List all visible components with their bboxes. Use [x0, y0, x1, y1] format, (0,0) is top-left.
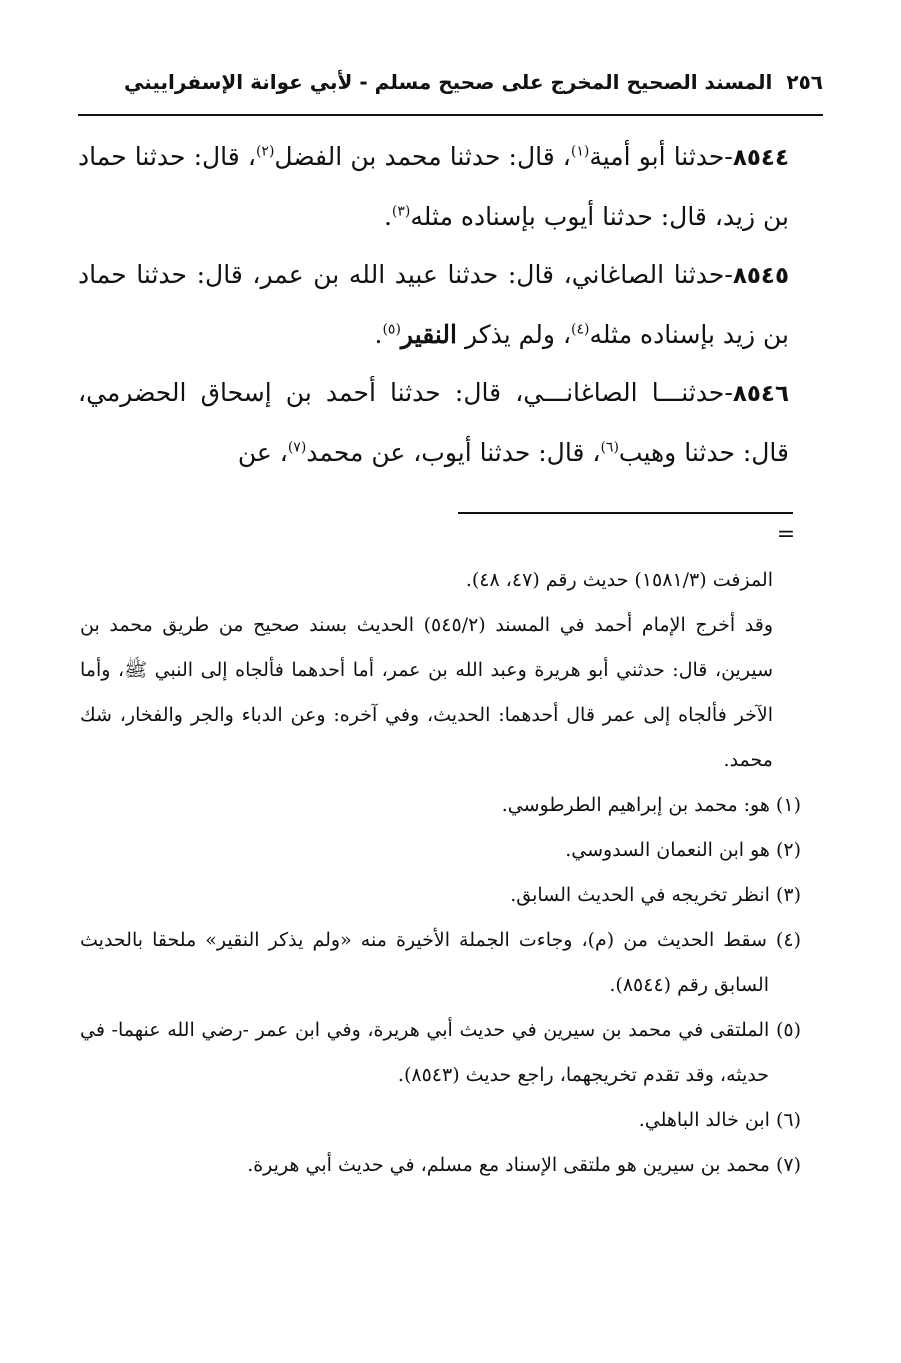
- main-text: [78, 128, 789, 482]
- hadith-8544: [78, 128, 789, 246]
- hadith-text: .: [374, 319, 383, 349]
- footnote-ref: (١): [570, 143, 590, 160]
- hadith-text: -حدثنـــا الصاغانـــي، قال: حدثنا أحمد بن إسحاق الحضرمي، قال: حدثنا وهيب: [78, 378, 789, 467]
- emphasized-word: النقير: [400, 319, 457, 349]
- hadith-number: ٨٥٤٥: [732, 263, 789, 289]
- hadith-text: ، قال: حدثنا أيوب، عن محمد: [306, 437, 601, 467]
- footnote-6: (٦) ابن خالد الباهلي.: [638, 1109, 801, 1131]
- footnote-3: (٣) انظر تخريجه في الحديث السابق.: [510, 884, 801, 906]
- hadith-8546: [78, 364, 789, 482]
- hadith-number: ٨٥٤٤: [732, 145, 789, 171]
- hadith-text: ، ولم يذكر: [457, 319, 572, 349]
- header-rule: [78, 114, 823, 116]
- footnote-1: (١) هو: محمد بن إبراهيم الطرطوسي.: [501, 794, 801, 816]
- footnote-ref: (٣): [391, 203, 411, 220]
- footnote-ref: (٧): [287, 439, 307, 456]
- hadith-text: ، قال: حدثنا حماد بن زيد، قال: حدثنا أيوب بإسناده مثله: [78, 142, 789, 231]
- hadith-text: ، عن: [237, 437, 288, 467]
- footnote-separator: [458, 512, 793, 514]
- continuation-mark: =: [776, 522, 796, 547]
- footnotes: [80, 558, 801, 1188]
- footnote-4: (٤) سقط الحديث من (م)، وجاءت الجملة الأخيرة منه «ولم يذكر النقير» ملحقا بالحديث السابق رقم (٨٥٤٤).: [80, 929, 801, 996]
- footnote-7: (٧) محمد بن سيرين هو ملتقى الإسناد مع مسلم، في حديث أبي هريرة.: [247, 1154, 801, 1176]
- footnote-ref: (٥): [382, 321, 401, 338]
- running-header: [78, 70, 823, 110]
- footnote-ref: (٤): [571, 321, 590, 338]
- page-number: ٢٥٦: [786, 70, 823, 94]
- footnote-continuation: وقد أخرج الإمام أحمد في المسند (٥٤٥/٢) الحديث بسند صحيح من طريق محمد بن سيرين، قال: حدثني أبو هريرة وعبد الله بن عمر، أما أحدهما فألجاه إلى النبي ﷺ، وأما الآخر فألجاه إلى عمر قال أحدهما: الحديث، وفي آخره: وعن الدباء والجر والفخار، شك محمد.: [80, 614, 774, 771]
- hadith-text: -حدثنا أبو أمية: [589, 142, 733, 171]
- footnote-5: (٥) الملتقى في محمد بن سيرين في حديث أبي هريرة، وفي ابن عمر -رضي الله عنهما- في حديثه، وقد تقدم تخريجهما، راجع حديث (٨٥٤٣).: [80, 1019, 801, 1086]
- footnote-ref: (٢): [255, 143, 275, 160]
- hadith-text: -حدثنا الصاغاني، قال: حدثنا عبيد الله بن عمر، قال: حدثنا حماد بن زيد بإسناده مثله: [78, 260, 789, 349]
- book-title: المسند الصحيح المخرج على صحيح مسلم - لأبي عوانة الإسفراييني: [123, 70, 773, 94]
- hadith-text: ، قال: حدثنا محمد بن الفضل: [274, 142, 571, 171]
- footnote-2: (٢) هو ابن النعمان السدوسي.: [565, 839, 801, 861]
- hadith-8545: [78, 246, 789, 364]
- hadith-text: .: [383, 201, 392, 231]
- footnote-ref: (٦): [600, 439, 619, 456]
- hadith-number: ٨٥٤٦: [732, 381, 789, 407]
- footnote-continuation: المزفت (١٥٨١/٣) حديث رقم (٤٧، ٤٨).: [465, 569, 773, 591]
